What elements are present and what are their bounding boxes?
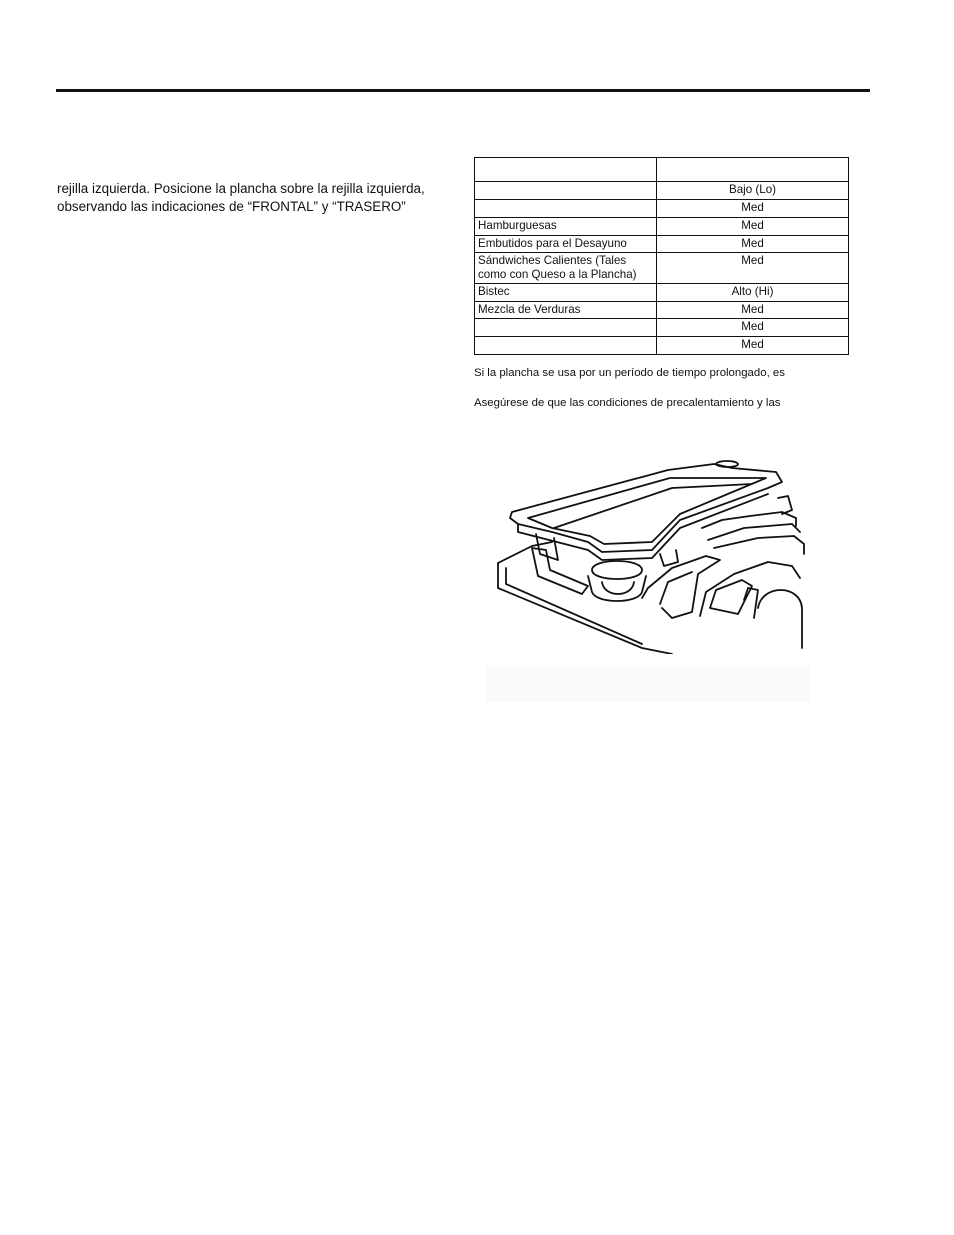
rear-grate-3 — [714, 536, 804, 554]
heat-cell: Med — [657, 235, 849, 253]
table-row — [475, 200, 849, 218]
table-row — [475, 253, 849, 284]
food-cell — [475, 319, 657, 337]
table-row — [475, 319, 849, 337]
heat-cell: Med — [657, 253, 849, 284]
heat-cell: Med — [657, 301, 849, 319]
burner-ring — [602, 582, 634, 594]
griddle-handle — [716, 461, 738, 467]
table-row — [475, 182, 849, 200]
left-burner-cap — [592, 561, 642, 579]
table-row — [475, 337, 849, 355]
middle-grate — [642, 556, 720, 618]
heat-cell: Bajo (Lo) — [657, 182, 849, 200]
right-burner — [758, 590, 802, 648]
rear-grate-2 — [708, 524, 800, 540]
heat-cell: Med — [657, 218, 849, 236]
griddle-on-cooktop-illustration — [492, 458, 810, 654]
table-row — [475, 301, 849, 319]
rear-post — [778, 496, 792, 514]
header-food — [475, 158, 657, 182]
griddle-surface-edge — [554, 484, 752, 528]
griddle-settings-table — [474, 157, 849, 355]
note-prolonged-use: Si la plancha se usa por un período de tiempo prolongado, es — [474, 367, 785, 379]
intro-line-1: rejilla izquierda. Posicione la plancha sobre la rejilla izquierda, — [57, 181, 425, 196]
middle-grate-inner — [660, 572, 692, 604]
table-header-row — [475, 158, 849, 182]
food-cell: Hamburguesas — [475, 218, 657, 236]
heat-cell: Med — [657, 319, 849, 337]
table-row — [475, 235, 849, 253]
note-preheat-conditions: Asegúrese de que las condiciones de precalentamiento y las — [474, 397, 781, 409]
heat-cell: Med — [657, 337, 849, 355]
header-heat — [657, 158, 849, 182]
griddle-inner-well — [528, 478, 766, 544]
table-row — [475, 218, 849, 236]
intro-line-2: observando las indicaciones de “FRONTAL” y “TRASERO” — [57, 199, 406, 214]
food-cell — [475, 200, 657, 218]
food-cell — [475, 337, 657, 355]
food-cell: Bistec — [475, 284, 657, 302]
heat-cell: Alto (Hi) — [657, 284, 849, 302]
table-row — [475, 284, 849, 302]
food-cell: Embutidos para el Desayuno — [475, 235, 657, 253]
griddle-foot-right — [660, 550, 678, 566]
food-cell — [475, 182, 657, 200]
food-cell: Mezcla de Verduras — [475, 301, 657, 319]
intro-paragraph — [57, 180, 449, 216]
heat-cell: Med — [657, 200, 849, 218]
food-cell: Sándwiches Calientes (Tales como con Queso a la Plancha) — [475, 253, 657, 284]
right-post — [744, 588, 758, 618]
header-rule — [56, 89, 870, 92]
figure-caption-box — [486, 667, 810, 702]
cooktop-top-edge — [498, 542, 552, 563]
